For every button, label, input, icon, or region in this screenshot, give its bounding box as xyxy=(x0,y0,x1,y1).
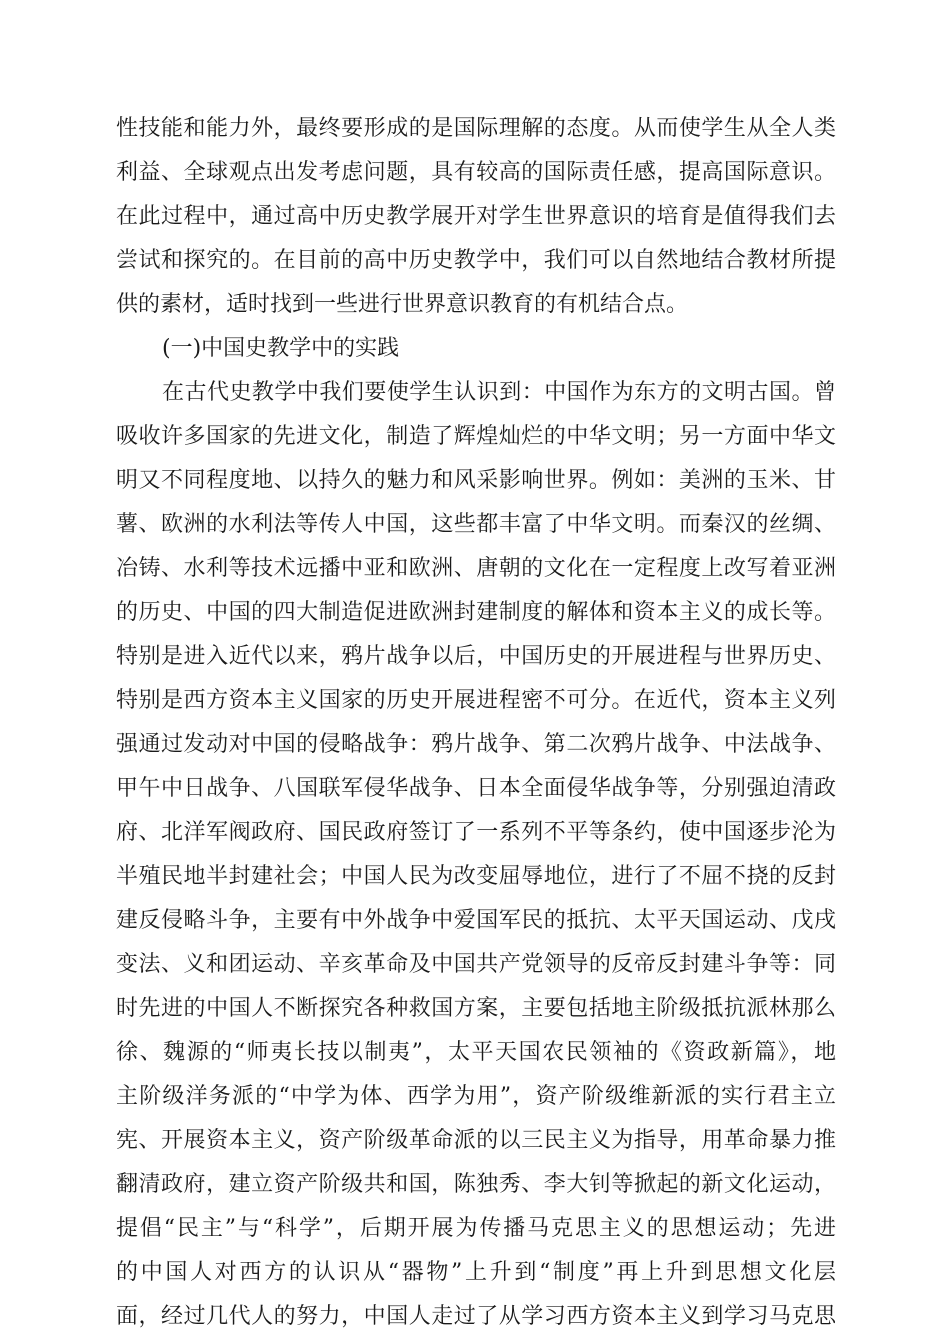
text-line: 明又不同程度地、以持久的魅力和风采影响世界。例如：美洲的玉米、甘 xyxy=(116,468,836,493)
text-line: 半殖民地半封建社会；中国人民为改变屈辱地位，进行了不屈不挠的反封 xyxy=(116,864,836,889)
text-line: 吸收许多国家的先进文化，制造了辉煌灿烂的中华文明；另一方面中华文 xyxy=(116,424,836,449)
text-line: 的历史、中国的四大制造促进欧洲封建制度的解体和资本主义的成长等。 xyxy=(116,600,836,625)
text-line: 特别是西方资本主义国家的历史开展进程密不可分。在近代，资本主义列 xyxy=(116,688,836,713)
text-line: 利益、全球观点出发考虑问题，具有较高的国际责任感，提高国际意识。 xyxy=(116,160,836,185)
text-line: 性技能和能力外，最终要形成的是国际理解的态度。从而使学生从全人类 xyxy=(116,116,836,141)
text-line: 供的素材，适时找到一些进行世界意识教育的有机结合点。 xyxy=(116,292,689,317)
text-line: 主阶级洋务派的“中学为体、西学为用”，资产阶级维新派的实行君主立 xyxy=(116,1084,836,1109)
text-line: 徐、魏源的“师夷长技以制夷”，太平天国农民领袖的《资政新篇》，地 xyxy=(116,1040,836,1065)
text-line: 在此过程中，通过高中历史教学展开对学生世界意识的培育是值得我们去 xyxy=(116,204,836,229)
text-line: 时先进的中国人不断探究各种救国方案，主要包括地主阶级抵抗派林那么 xyxy=(116,996,836,1021)
text-line: 建反侵略斗争，主要有中外战争中爱国军民的抵抗、太平天国运动、戊戌 xyxy=(116,908,836,933)
text-line: 府、北洋军阀政府、国民政府签订了一系列不平等条约，使中国逐步沦为 xyxy=(116,820,836,845)
text-line: 强通过发动对中国的侵略战争：鸦片战争、第二次鸦片战争、中法战争、 xyxy=(116,732,836,757)
text-line: 面，经过几代人的努力，中国人走过了从学习西方资本主义到学习马克思 xyxy=(116,1304,836,1329)
text-line: 提倡“民主”与“科学”，后期开展为传播马克思主义的思想运动；先进 xyxy=(116,1216,836,1241)
text-line: 在古代史教学中我们要使学生认识到：中国作为东方的文明古国。曾 xyxy=(162,380,836,405)
text-line: 变法、义和团运动、辛亥革命及中国共产党领导的反帝反封建斗争等：同 xyxy=(116,952,836,977)
text-line: 宪、开展资本主义，资产阶级革命派的以三民主义为指导，用革命暴力推 xyxy=(116,1128,836,1153)
text-line: 翻清政府，建立资产阶级共和国，陈独秀、李大钊等掀起的新文化运动， xyxy=(116,1172,836,1197)
text-line: 冶铸、水利等技术远播中亚和欧洲、唐朝的文化在一定程度上改写着亚洲 xyxy=(116,556,836,581)
text-line: 的中国人对西方的认识从“器物”上升到“制度”再上升到思想文化层 xyxy=(116,1260,836,1285)
section-heading: (一)中国史教学中的实践 xyxy=(162,336,400,361)
text-line: 薯、欧洲的水利法等传人中国，这些都丰富了中华文明。而秦汉的丝绸、 xyxy=(116,512,836,537)
text-line: 特别是进入近代以来，鸦片战争以后，中国历史的开展进程与世界历史、 xyxy=(116,644,836,669)
text-line: 尝试和探究的。在目前的高中历史教学中，我们可以自然地结合教材所提 xyxy=(116,248,836,273)
text-line: 甲午中日战争、八国联军侵华战争、日本全面侵华战争等，分别强迫清政 xyxy=(116,776,836,801)
